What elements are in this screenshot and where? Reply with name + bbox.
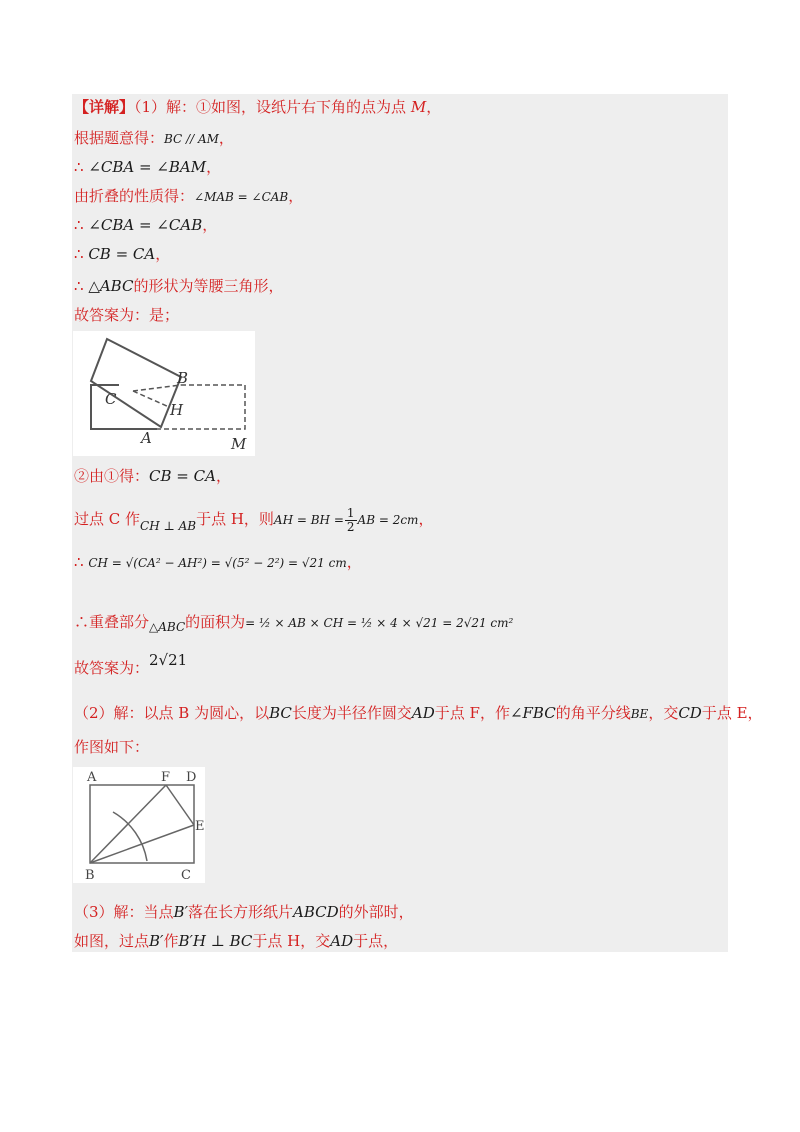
label-B: B bbox=[85, 868, 95, 883]
line-13: 故答案为：2√21 bbox=[74, 651, 188, 677]
line-5: ∴ ∠CBA = ∠CAB， bbox=[74, 216, 218, 234]
line-8: 故答案为：是； bbox=[74, 306, 180, 324]
line-6: ∴ CB = CA， bbox=[74, 245, 171, 263]
line-11: ∴ CH = √(CA² − AH²) = √(5² − 2²) = √21 cm， bbox=[74, 553, 362, 571]
line-2: 根据题意得：BC // AM， bbox=[74, 129, 234, 147]
math-expression: CB = CA bbox=[88, 245, 156, 263]
math-expression: ∠CBA = ∠CAB bbox=[88, 216, 203, 234]
math-expression: CH = √(CA² − AH²) = √(5² − 2²) = √21 cm bbox=[88, 556, 347, 570]
line-4: 由折叠的性质得：∠MAB = ∠CAB， bbox=[74, 187, 304, 205]
label-H: H bbox=[170, 401, 184, 419]
line-12: ∴重叠部分$_{\triangle ABC}$的面积为= ½ × AB × CH = ½ × 4 × √21 = 2√21 cm² bbox=[74, 613, 514, 634]
label-F: F bbox=[161, 770, 171, 785]
math-expression: ∠CBA = ∠BAM bbox=[88, 158, 207, 176]
math-expression: = ½ × AB × CH = ½ × 4 × √21 = 2√21 cm² bbox=[245, 616, 514, 630]
label-C: C bbox=[105, 390, 117, 408]
label-C: C bbox=[181, 868, 191, 883]
line-14: （2）解：以点 B 为圆心，以BC长度为半径作圆交AD于点 F，作∠FBC的角平分线BE，交CD于点 E， bbox=[74, 704, 763, 722]
detail-tag: 【详解】 bbox=[74, 98, 135, 116]
label-B: B bbox=[177, 369, 189, 387]
line-15: 作图如下： bbox=[74, 738, 150, 756]
line-1: 【详解】（1）解：①如图，设纸片右下角的点为点 M， bbox=[74, 98, 442, 116]
line-9: ②由①得：CB = CA， bbox=[74, 467, 231, 485]
line-7: ∴ △ABC的形状为等腰三角形， bbox=[74, 277, 284, 295]
line-16: （3）解：当点B′落在长方形纸片ABCD的外部时， bbox=[74, 903, 414, 921]
label-E: E bbox=[195, 819, 205, 834]
math-expression: CB = CA bbox=[149, 467, 216, 485]
math-expression: △ABC bbox=[149, 620, 186, 634]
line-3: ∴ ∠CBA = ∠BAM， bbox=[74, 158, 222, 176]
rectangle-construction-figure bbox=[73, 767, 205, 883]
label-M: M bbox=[231, 435, 247, 453]
folded-paper-figure bbox=[73, 331, 255, 456]
math-expression: CH ⊥ AB bbox=[140, 519, 197, 533]
fraction-half: $\frac{1}{2}$ bbox=[346, 505, 355, 534]
math-expression: ∠MAB = ∠CAB bbox=[194, 190, 289, 204]
label-A: A bbox=[141, 429, 152, 447]
math-expression: 2√21 bbox=[149, 651, 188, 669]
line-10: 过点 C 作$_{CH \perp AB}$于点 H，则AH = BH = $\frac{1}{2}$ AB = 2cm， bbox=[74, 505, 434, 534]
label-D: D bbox=[186, 770, 197, 785]
label-A: A bbox=[87, 770, 97, 785]
rectangle-construction-diagram bbox=[73, 767, 205, 883]
line-17: 如图，过点B′作B′H ⊥ BC于点 H，交AD于点， bbox=[74, 932, 399, 950]
math-expression: BC // AM bbox=[164, 132, 219, 146]
folded-paper-diagram bbox=[73, 331, 255, 456]
math-expression: △ABC bbox=[88, 277, 134, 295]
